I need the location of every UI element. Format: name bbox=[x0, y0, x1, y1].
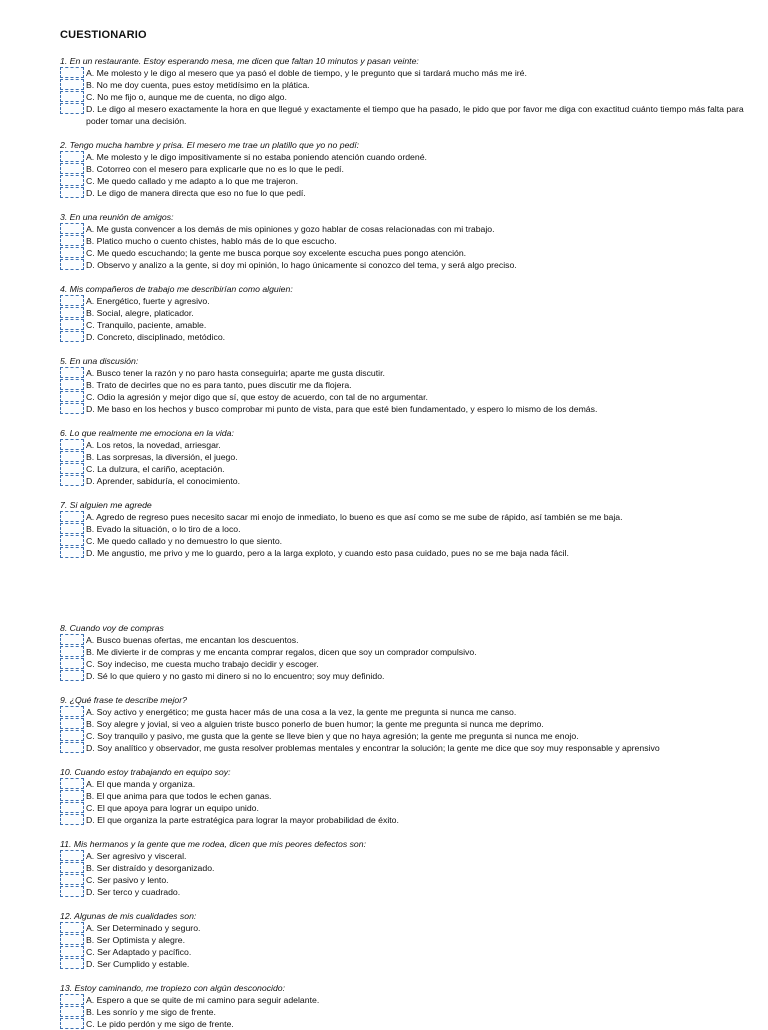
answer-option bbox=[60, 850, 760, 862]
answer-input-box[interactable] bbox=[60, 718, 84, 729]
answer-input-box[interactable] bbox=[60, 187, 84, 198]
answer-option-text: C. Me quedo escuchando; la gente me busca porque soy excelente escucha pues pongo atención. bbox=[86, 248, 467, 258]
answer-option-text: D. Concreto, disciplinado, metódico. bbox=[86, 332, 226, 342]
answer-option bbox=[60, 742, 760, 754]
question-7 bbox=[60, 499, 760, 559]
answer-option-text: D. Ser terco y cuadrado. bbox=[86, 887, 181, 897]
answer-input-box[interactable] bbox=[60, 331, 84, 342]
answer-option bbox=[60, 403, 760, 415]
answer-option-text: C. La dulzura, el cariño, aceptación. bbox=[86, 464, 225, 474]
answer-option-text: A. Busco tener la razón y no paro hasta conseguirla; aparte me gusta discutir. bbox=[86, 368, 385, 378]
answer-option-text: D. Me angustio, me privo y me lo guardo, pero a la larga exploto, y cuando esto pasa cuidado, pues no se me baja nada fácil. bbox=[86, 548, 569, 558]
answer-input-box[interactable] bbox=[60, 535, 84, 546]
answer-option-text: A. Soy activo y energético; me gusta hacer más de una cosa a la vez, la gente me pregunta si nunca me canso. bbox=[86, 707, 517, 717]
answer-option bbox=[60, 511, 760, 523]
question-text: 3. En una reunión de amigos: bbox=[60, 212, 174, 222]
answer-option bbox=[60, 802, 760, 814]
answer-option bbox=[60, 547, 760, 559]
question-text: 8. Cuando voy de compras bbox=[60, 623, 164, 633]
answer-input-box[interactable] bbox=[60, 367, 84, 378]
answer-input-box[interactable] bbox=[60, 706, 84, 717]
answer-option-text: C. Tranquilo, paciente, amable. bbox=[86, 320, 207, 330]
answer-option bbox=[60, 790, 760, 802]
answer-option bbox=[60, 1006, 760, 1018]
answer-input-box[interactable] bbox=[60, 1006, 84, 1017]
answer-option bbox=[60, 730, 760, 742]
answer-option bbox=[60, 646, 760, 658]
answer-option bbox=[60, 379, 760, 391]
answer-input-box[interactable] bbox=[60, 511, 84, 522]
answer-option bbox=[60, 778, 760, 790]
answer-input-box[interactable] bbox=[60, 814, 84, 825]
answer-input-box[interactable] bbox=[60, 922, 84, 933]
answer-option-text: A. Me molesto y le digo impositivamente si no estaba poniendo atención cuando ordené. bbox=[86, 152, 427, 162]
answer-option bbox=[60, 319, 760, 331]
answer-input-box[interactable] bbox=[60, 235, 84, 246]
question-10 bbox=[60, 766, 760, 826]
answer-input-box[interactable] bbox=[60, 862, 84, 873]
answer-input-box[interactable] bbox=[60, 886, 84, 897]
answer-input-box[interactable] bbox=[60, 670, 84, 681]
question-text: 12. Algunas de mis cualidades son: bbox=[60, 911, 197, 921]
question-11 bbox=[60, 838, 760, 898]
answer-option-text: A. Ser agresivo y visceral. bbox=[86, 851, 187, 861]
answer-option-text: B. Evado la situación, o lo tiro de a loco. bbox=[86, 524, 241, 534]
answer-input-box[interactable] bbox=[60, 547, 84, 558]
answer-input-box[interactable] bbox=[60, 175, 84, 186]
answer-input-box[interactable] bbox=[60, 307, 84, 318]
answer-option-text: C. No me fijo o, aunque me de cuenta, no digo algo. bbox=[86, 92, 287, 102]
answer-input-box[interactable] bbox=[60, 79, 84, 90]
answer-input-box[interactable] bbox=[60, 259, 84, 270]
answer-input-box[interactable] bbox=[60, 646, 84, 657]
answer-input-box[interactable] bbox=[60, 91, 84, 102]
question-text: 6. Lo que realmente me emociona en la vida: bbox=[60, 428, 234, 438]
answer-option-text: B. Les sonrío y me sigo de frente. bbox=[86, 1007, 216, 1017]
answer-option bbox=[60, 658, 760, 670]
answer-option-text: D. Me baso en los hechos y busco comprobar mi punto de vista, para que esté bien fundamentado, y espero lo mismo de los demás. bbox=[86, 404, 598, 414]
answer-option-text: B. No me doy cuenta, pues estoy metidísimo en la plática. bbox=[86, 80, 310, 90]
answer-option-text: A. Energético, fuerte y agresivo. bbox=[86, 296, 210, 306]
question-text: 13. Estoy caminando, me tropiezo con algún desconocido: bbox=[60, 983, 286, 993]
answer-input-box[interactable] bbox=[60, 223, 84, 234]
answer-option bbox=[60, 814, 760, 826]
page-title: CUESTIONARIO bbox=[60, 29, 147, 41]
answer-input-box[interactable] bbox=[60, 730, 84, 741]
answer-option bbox=[60, 103, 760, 127]
answer-option-text: A. El que manda y organiza. bbox=[86, 779, 196, 789]
answer-option-text: D. El que organiza la parte estratégica para lograr la mayor probabilidad de éxito. bbox=[86, 815, 399, 825]
answer-option bbox=[60, 475, 760, 487]
answer-input-box[interactable] bbox=[60, 103, 84, 114]
answer-option bbox=[60, 718, 760, 730]
question-text: 5. En una discusión: bbox=[60, 356, 139, 366]
question-5 bbox=[60, 355, 760, 415]
answer-option bbox=[60, 922, 760, 934]
answer-option bbox=[60, 874, 760, 886]
answer-input-box[interactable] bbox=[60, 475, 84, 486]
answer-input-box[interactable] bbox=[60, 850, 84, 861]
answer-option-text: C. Ser pasivo y lento. bbox=[86, 875, 169, 885]
question-3 bbox=[60, 211, 760, 271]
answer-option-text: C. Me quedo callado y me adapto a lo que me trajeron. bbox=[86, 176, 299, 186]
answer-input-box[interactable] bbox=[60, 247, 84, 258]
answer-option bbox=[60, 523, 760, 535]
answer-input-box[interactable] bbox=[60, 391, 84, 402]
question-6 bbox=[60, 427, 760, 487]
answer-option-text: B. Ser distraído y desorganizado. bbox=[86, 863, 215, 873]
answer-input-box[interactable] bbox=[60, 790, 84, 801]
answer-option-text: D. Soy analítico y observador, me gusta resolver problemas mentales y encontrar la solución; la gente me dice que soy muy responsable y aprensivo bbox=[86, 743, 660, 753]
answer-option bbox=[60, 862, 760, 874]
question-12 bbox=[60, 910, 760, 970]
answer-option bbox=[60, 67, 760, 79]
answer-option bbox=[60, 439, 760, 451]
answer-option bbox=[60, 391, 760, 403]
question-text: 10. Cuando estoy trabajando en equipo soy: bbox=[60, 767, 231, 777]
answer-option-text: D. Le digo de manera directa que eso no fue lo que pedí. bbox=[86, 188, 306, 198]
answer-option bbox=[60, 670, 760, 682]
answer-option bbox=[60, 235, 760, 247]
answer-option-text: A. Me molesto y le digo al mesero que ya pasó el doble de tiempo, y le pregunto que si tardará mucho más me iré. bbox=[86, 68, 527, 78]
answer-option-text: B. Social, alegre, platicador. bbox=[86, 308, 194, 318]
answer-option-text: A. Agredo de regreso pues necesito sacar mi enojo de inmediato, lo bueno es que así como se me sube de rápido, así también se me baja. bbox=[86, 512, 623, 522]
question-2 bbox=[60, 139, 760, 199]
answer-option bbox=[60, 307, 760, 319]
answer-option bbox=[60, 934, 760, 946]
answer-option-text: B. Cotorreo con el mesero para explicarle que no es lo que le pedí. bbox=[86, 164, 344, 174]
answer-input-box[interactable] bbox=[60, 934, 84, 945]
answer-option-text: A. Ser Determinado y seguro. bbox=[86, 923, 201, 933]
answer-option-text: A. Espero a que se quite de mi camino para seguir adelante. bbox=[86, 995, 320, 1005]
answer-option bbox=[60, 295, 760, 307]
answer-option-text: D. Le digo al mesero exactamente la hora en que llegué y exactamente el tiempo que ha pasado, le pido que por favor me diga con exactitud cuánto tiempo más falta para poder tomar una decisión. bbox=[86, 104, 744, 126]
answer-option-text: C. Soy indeciso, me cuesta mucho trabajo decidir y escoger. bbox=[86, 659, 319, 669]
answer-input-box[interactable] bbox=[60, 658, 84, 669]
answer-option bbox=[60, 994, 760, 1006]
answer-input-box[interactable] bbox=[60, 778, 84, 789]
answer-option bbox=[60, 946, 760, 958]
answer-input-box[interactable] bbox=[60, 295, 84, 306]
answer-option-text: C. Odio la agresión y mejor digo que sí, que estoy de acuerdo, con tal de no argumentar. bbox=[86, 392, 428, 402]
answer-option-text: D. Ser Cumplido y estable. bbox=[86, 959, 190, 969]
answer-input-box[interactable] bbox=[60, 874, 84, 885]
answer-option-text: C. Le pido perdón y me sigo de frente. bbox=[86, 1019, 234, 1029]
answer-input-box[interactable] bbox=[60, 634, 84, 645]
answer-input-box[interactable] bbox=[60, 946, 84, 957]
answer-input-box[interactable] bbox=[60, 163, 84, 174]
answer-option-text: D. Sé lo que quiero y no gasto mi dinero si no lo encuentro; soy muy definido. bbox=[86, 671, 385, 681]
question-8 bbox=[60, 622, 760, 682]
answer-input-box[interactable] bbox=[60, 958, 84, 969]
answer-option-text: B. Ser Optimista y alegre. bbox=[86, 935, 185, 945]
answer-option-text: B. El que anima para que todos le echen ganas. bbox=[86, 791, 272, 801]
answer-input-box[interactable] bbox=[60, 523, 84, 534]
answer-option-text: A. Busco buenas ofertas, me encantan los descuentos. bbox=[86, 635, 299, 645]
answer-option-text: B. Soy alegre y jovial, si veo a alguien triste busco ponerlo de buen humor; la gente me pregunta si nunca me deprimo. bbox=[86, 719, 544, 729]
answer-option-text: B. Platico mucho o cuento chistes, hablo más de lo que escucho. bbox=[86, 236, 337, 246]
answer-option bbox=[60, 463, 760, 475]
answer-option-text: B. Trato de decirles que no es para tanto, pues discutir me da flojera. bbox=[86, 380, 352, 390]
answer-input-box[interactable] bbox=[60, 463, 84, 474]
answer-option-text: D. Observo y analizo a la gente, si doy mi opinión, lo hago únicamente si conozco del tema, y será algo preciso. bbox=[86, 260, 517, 270]
answer-option-text: C. Soy tranquilo y pasivo, me gusta que la gente se lleve bien y que no haya agresión; la gente me pregunta si nunca me enojo. bbox=[86, 731, 579, 741]
answer-input-box[interactable] bbox=[60, 802, 84, 813]
answer-option bbox=[60, 223, 760, 235]
answer-option-text: A. Los retos, la novedad, arriesgar. bbox=[86, 440, 221, 450]
answer-option-text: A. Me gusta convencer a los demás de mis opiniones y gozo hablar de cosas relacionadas con mi trabajo. bbox=[86, 224, 495, 234]
answer-option bbox=[60, 79, 760, 91]
answer-option-text: D. Aprender, sabiduría, el conocimiento. bbox=[86, 476, 241, 486]
answer-input-box[interactable] bbox=[60, 379, 84, 390]
answer-input-box[interactable] bbox=[60, 994, 84, 1005]
question-9 bbox=[60, 694, 760, 754]
answer-option bbox=[60, 886, 760, 898]
answer-option bbox=[60, 91, 760, 103]
answer-input-box[interactable] bbox=[60, 439, 84, 450]
question-13 bbox=[60, 982, 760, 1030]
answer-option bbox=[60, 367, 760, 379]
answer-input-box[interactable] bbox=[60, 67, 84, 78]
answer-option bbox=[60, 259, 760, 271]
answer-input-box[interactable] bbox=[60, 742, 84, 753]
answer-option-text: C. Me quedo callado y no demuestro lo que siento. bbox=[86, 536, 283, 546]
question-text: 1. En un restaurante. Estoy esperando mesa, me dicen que faltan 10 minutos y pasan veinte: bbox=[60, 56, 419, 66]
answer-option bbox=[60, 175, 760, 187]
answer-option-text: C. Ser Adaptado y pacífico. bbox=[86, 947, 192, 957]
answer-option bbox=[60, 706, 760, 718]
answer-option bbox=[60, 1018, 760, 1030]
answer-option bbox=[60, 331, 760, 343]
answer-option bbox=[60, 187, 760, 199]
answer-option bbox=[60, 634, 760, 646]
question-text: 11. Mis hermanos y la gente que me rodea, dicen que mis peores defectos son: bbox=[60, 839, 367, 849]
answer-option-text: B. Las sorpresas, la diversión, el juego. bbox=[86, 452, 238, 462]
answer-option bbox=[60, 247, 760, 259]
question-text: 9. ¿Qué frase te describe mejor? bbox=[60, 695, 187, 705]
answer-input-box[interactable] bbox=[60, 151, 84, 162]
answer-option-text: C. El que apoya para lograr un equipo unido. bbox=[86, 803, 259, 813]
answer-option bbox=[60, 958, 760, 970]
answer-input-box[interactable] bbox=[60, 451, 84, 462]
answer-option bbox=[60, 535, 760, 547]
answer-option bbox=[60, 163, 760, 175]
question-text: 7. Si alguien me agrede bbox=[60, 500, 152, 510]
answer-input-box[interactable] bbox=[60, 319, 84, 330]
answer-option-text: B. Me divierte ir de compras y me encanta comprar regalos, dicen que soy un comprador compulsivo. bbox=[86, 647, 477, 657]
question-text: 4. Mis compañeros de trabajo me describirían como alguien: bbox=[60, 284, 293, 294]
answer-option bbox=[60, 451, 760, 463]
question-text: 2. Tengo mucha hambre y prisa. El mesero me trae un platillo que yo no pedí: bbox=[60, 140, 360, 150]
question-4 bbox=[60, 283, 760, 343]
question-1 bbox=[60, 55, 760, 127]
answer-input-box[interactable] bbox=[60, 403, 84, 414]
answer-option bbox=[60, 151, 760, 163]
